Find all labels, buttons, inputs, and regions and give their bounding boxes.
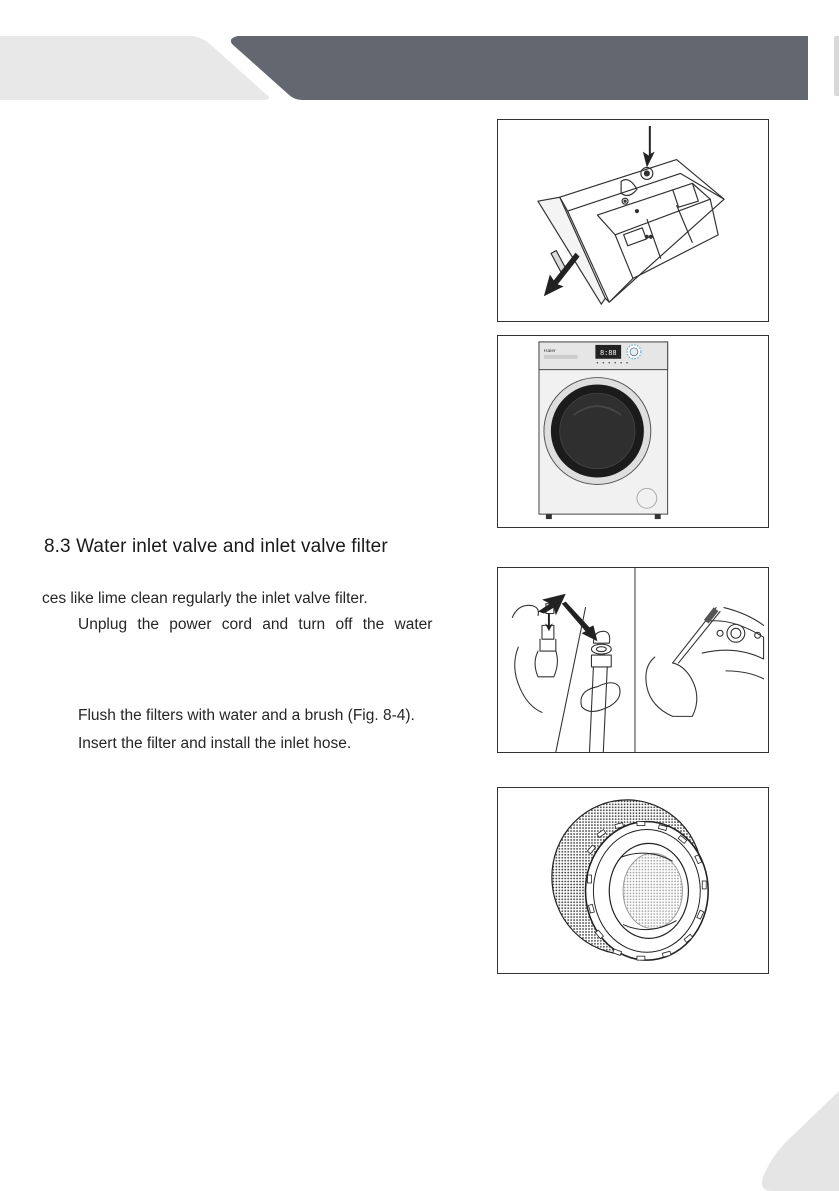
figure-drum bbox=[497, 787, 769, 974]
washing-machine-illustration bbox=[498, 336, 768, 527]
arrow-icon bbox=[538, 594, 566, 616]
body-line-4: Insert the filter and install the inlet hose. bbox=[78, 735, 352, 752]
figure-detergent-drawer bbox=[497, 119, 769, 322]
section-title: 8.3 Water inlet valve and inlet valve filter bbox=[44, 536, 388, 557]
body-line-2: Unplug the power cord and turn off the water bbox=[78, 616, 433, 633]
machine-display: 8:88 bbox=[599, 349, 617, 358]
arrow-out-icon bbox=[544, 253, 580, 297]
drawer-illustration bbox=[498, 120, 768, 321]
header-bar-dark bbox=[228, 36, 808, 100]
header-edge-tab bbox=[834, 36, 839, 96]
drum-illustration bbox=[498, 788, 768, 973]
arrow-down-icon bbox=[643, 126, 655, 168]
arrow-icon bbox=[545, 614, 553, 632]
inlet-filter-illustration bbox=[498, 568, 768, 752]
body-line-3: Flush the filters with water and a brush (Fig. 8-4). bbox=[78, 707, 415, 724]
figure-inlet-filter bbox=[497, 567, 769, 753]
figure-washing-machine bbox=[497, 335, 769, 528]
machine-brand: Haier bbox=[543, 348, 556, 354]
body-line-1: ces like lime clean regularly the inlet valve filter. bbox=[42, 590, 368, 607]
page-corner-decoration bbox=[759, 1091, 839, 1191]
